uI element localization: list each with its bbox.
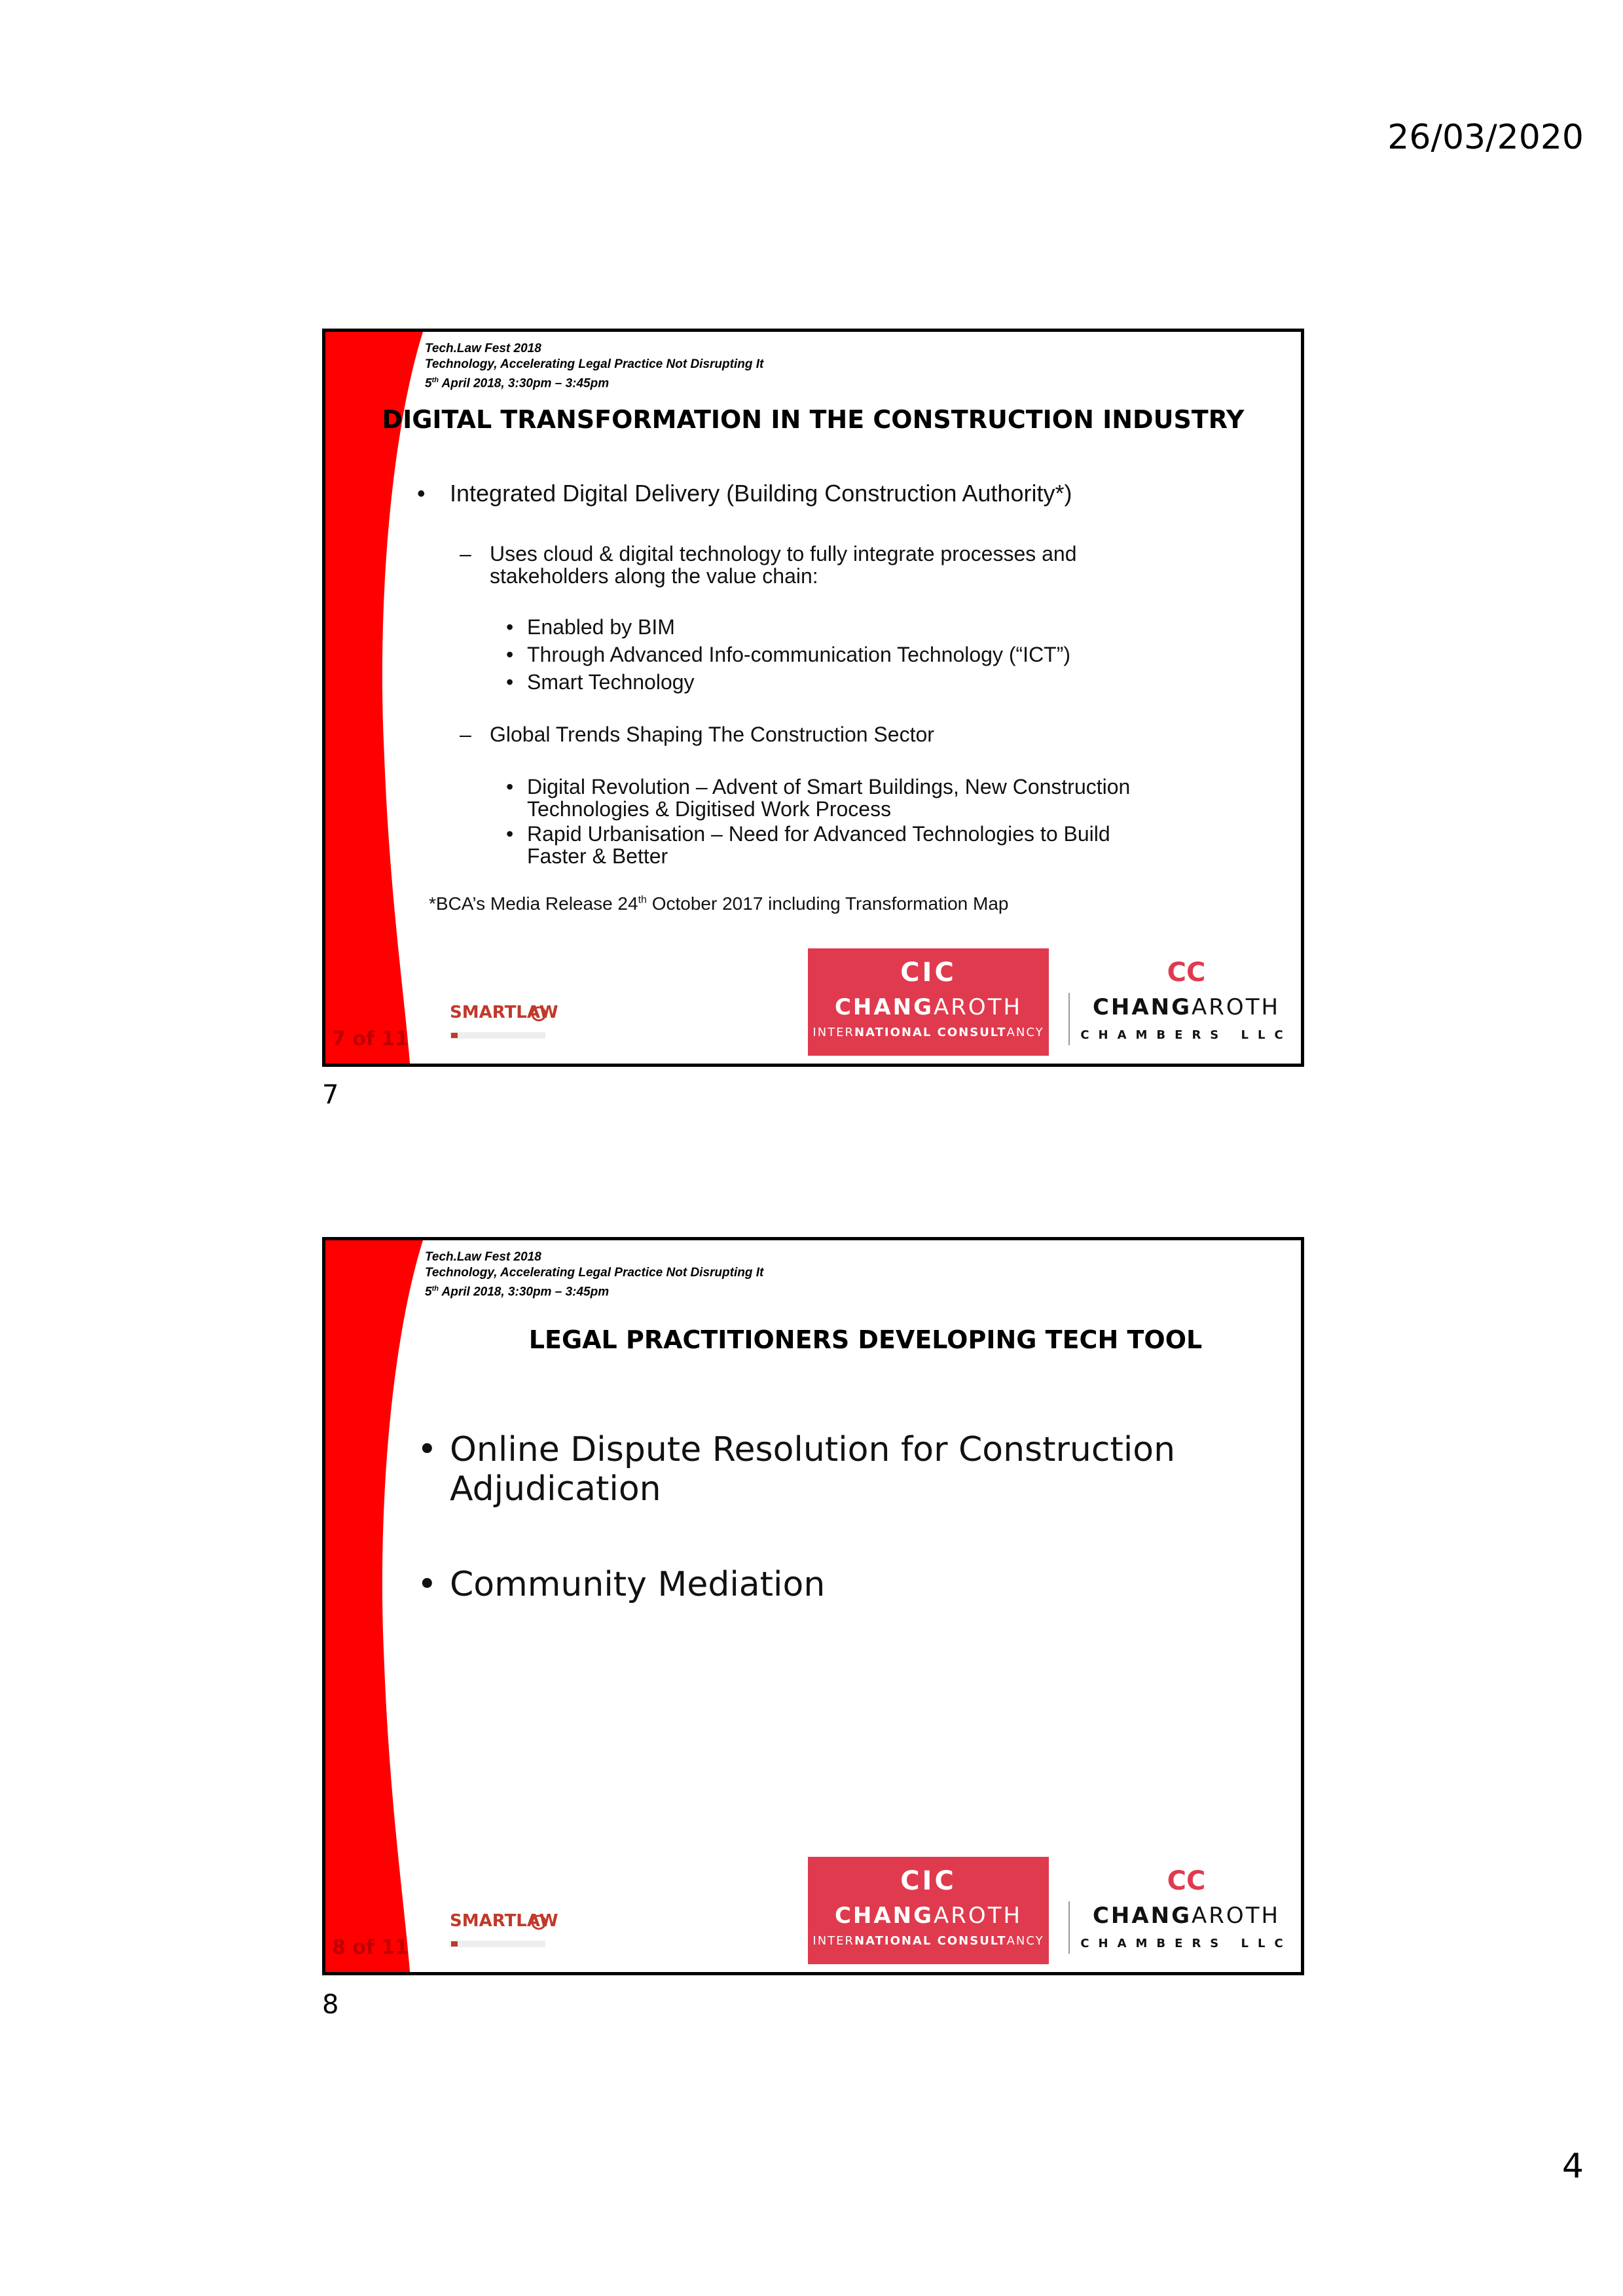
cca-sub: CHAMBERS LLC <box>1080 1937 1292 1950</box>
cic-mark-icon: CIC <box>900 1866 957 1896</box>
svg-text:SMARTLAW: SMARTLAW <box>450 1911 558 1931</box>
slide-title: DIGITAL TRANSFORMATION IN THE CONSTRUCTION INDUSTRY <box>382 405 1245 434</box>
header-line-1: Tech.Law Fest 2018 <box>425 342 541 355</box>
changaroth-international-logo <box>808 1857 1049 1964</box>
slide-counter: 8 of 11 <box>332 1936 409 1959</box>
changaroth-chambers-logo <box>1078 1857 1294 1964</box>
slide-header <box>425 341 763 391</box>
cca-name: CHANGAROTH <box>1092 994 1281 1020</box>
slide-8: Tech.Law Fest 2018 Technology, Accelerating Legal Practice Not Disrupting It 5th April 2018, 3:30pm – 3:45pm LEGAL PRACTITIONERS DEVELOPING TECH TOOL • Online Dispute Resolution for Construction Adjudication • Community Mediation SMARTLAW CIC CHANGAROTH INTERNATIONAL CONSULTANCY CC CHANGAROTH CHAMBERS LLC 8 of 11 <box>322 1237 1304 1975</box>
cic-sub: INTERNATIONAL CONSULTANCY <box>812 1026 1044 1039</box>
svg-text:SMARTLAW: SMARTLAW <box>450 1003 558 1022</box>
smartlaw-logo <box>448 993 558 1045</box>
footnote: *BCA’s Media Release 24th October 2017 including Transformation Map <box>429 893 1009 914</box>
slide-title: LEGAL PRACTITIONERS DEVELOPING TECH TOOL <box>528 1325 1203 1354</box>
cic-name: CHANGAROTH <box>834 994 1023 1020</box>
header-line-3: 5th April 2018, 3:30pm – 3:45pm <box>425 376 610 391</box>
slide-7: Tech.Law Fest 2018 Technology, Accelerating Legal Practice Not Disrupting It 5th April 2018, 3:30pm – 3:45pm DIGITAL TRANSFORMATION IN THE CONSTRUCTION INDUSTRY • Integrated Digital Delivery (Building Construction Authority*) – Uses cloud & digital technology to fully integrate processes and stakeholders along the value chain: • Enabled by BIM • Through Advanced Info-communication Technology (“ICT”) • Smart Technology – Global Trends Shaping The Construction Sector • Digital Revolution – Advent of Smart Buildings, New Construction Technologies & Digitised Work Process • Rapid Urbanisation – Need for Advanced Technologies to Build Faster & Better *BCA’s Media Release 24th October 2017 including Transformation Map SMARTLAW CIC CHANGAROTH INTERNATIONAL CONSULTANCY CC CHANGAROTH CHAMBERS LLC 7 of 11 <box>322 329 1304 1067</box>
header-line-2: Technology, Accelerating Legal Practice Not Disrupting It <box>425 1266 764 1280</box>
cca-name: CHANGAROTH <box>1092 1903 1281 1929</box>
cca-sub: CHAMBERS LLC <box>1080 1028 1292 1042</box>
cic-mark-icon: CIC <box>900 958 957 988</box>
changaroth-chambers-logo <box>1078 948 1294 1056</box>
slide-caption: 8 <box>322 1990 339 2020</box>
slide-counter: 7 of 11 <box>332 1028 409 1050</box>
logo-divider <box>1068 993 1070 1045</box>
cic-sub: INTERNATIONAL CONSULTANCY <box>812 1934 1044 1948</box>
smartlaw-logo <box>448 1901 558 1954</box>
slide-header <box>425 1249 763 1300</box>
cic-name: CHANGAROTH <box>834 1903 1023 1929</box>
cca-mark-icon: CC <box>1167 958 1206 988</box>
slide-caption: 7 <box>322 1080 339 1110</box>
page-date: 26/03/2020 <box>1387 118 1584 157</box>
header-line-1: Tech.Law Fest 2018 <box>425 1250 541 1264</box>
cca-mark-icon: CC <box>1167 1866 1206 1896</box>
header-line-3: 5th April 2018, 3:30pm – 3:45pm <box>425 1285 610 1299</box>
logo-divider <box>1068 1901 1070 1954</box>
header-line-2: Technology, Accelerating Legal Practice Not Disrupting It <box>425 357 764 371</box>
page-number: 4 <box>1561 2147 1584 2186</box>
changaroth-international-logo <box>808 948 1049 1056</box>
